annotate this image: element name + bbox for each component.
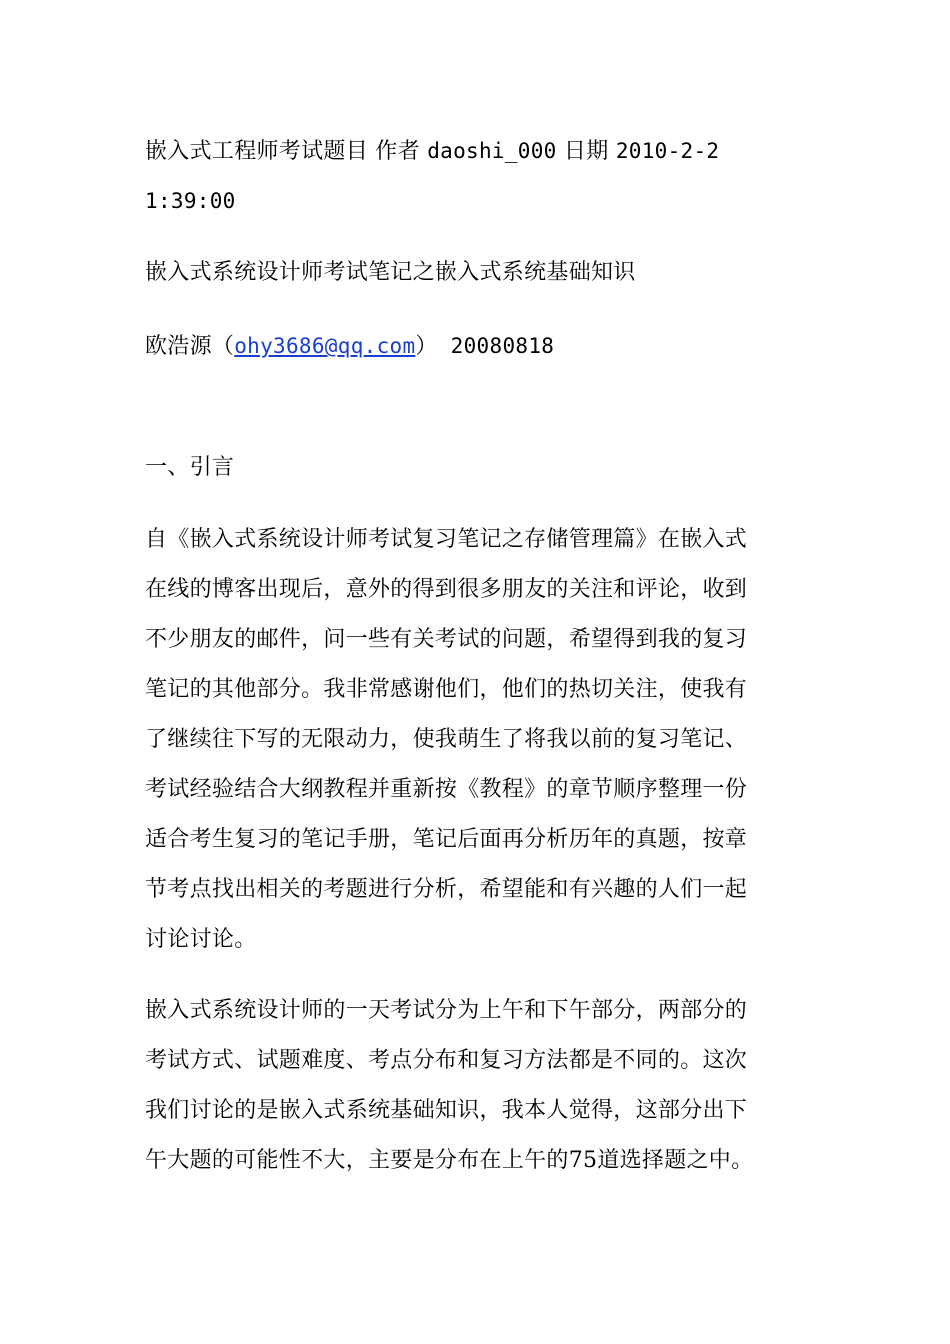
date-value: 2010-2-2 (615, 139, 720, 163)
paragraph-1-line: 考试经验结合大纲教程并重新按《教程》的章节顺序整理一份 (145, 777, 748, 802)
author-name: 欧浩源（ (145, 334, 235, 359)
author-date-value: 20080818 (450, 334, 555, 358)
paragraph-1-line: 适合考生复习的笔记手册，笔记后面再分析历年的真题，按章 (145, 827, 748, 852)
document-title-line-2: 1:39:00 (145, 189, 236, 213)
paragraph-2-line: 午大题的可能性不大，主要是分布在上午的75道选择题之中。 (145, 1148, 754, 1173)
paragraph-1-line: 节考点找出相关的考题进行分析，希望能和有兴趣的人们一起 (145, 877, 748, 902)
paragraph-2-line: 我们讨论的是嵌入式系统基础知识，我本人觉得，这部分出下 (145, 1098, 748, 1123)
date-label: 日期 (556, 139, 616, 164)
paragraph-1-line: 讨论讨论。 (145, 927, 257, 952)
paragraph-1-line: 自《嵌入式系统设计师考试复习笔记之存储管理篇》在嵌入式 (145, 527, 748, 552)
paragraph-1-line: 在线的博客出现后，意外的得到很多朋友的关注和评论，收到 (145, 577, 748, 602)
document-title-line-1 (145, 138, 805, 165)
document-subtitle: 嵌入式系统设计师考试笔记之嵌入式系统基础知识 (145, 260, 636, 285)
title-text: 嵌入式工程师考试题目 作者 (145, 139, 428, 164)
paragraph-2-line: 嵌入式系统设计师的一天考试分为上午和下午部分，两部分的 (145, 998, 748, 1023)
paragraph-1-line: 了继续往下写的无限动力，使我萌生了将我以前的复习笔记、 (145, 727, 748, 752)
paragraph-1-line: 不少朋友的邮件，问一些有关考试的问题，希望得到我的复习 (145, 627, 748, 652)
paragraph-1-line: 笔记的其他部分。我非常感谢他们，他们的热切关注，使我有 (145, 677, 748, 702)
paragraph-2-line: 考试方式、试题难度、考点分布和复习方法都是不同的。这次 (145, 1048, 748, 1073)
section-heading: 一、引言 (145, 455, 235, 480)
author-line (145, 333, 805, 360)
author-id: daoshi_000 (427, 139, 557, 163)
author-paren-close: ） (415, 334, 438, 359)
author-email-link[interactable]: ohy3686@qq.com (234, 334, 416, 358)
author-date (438, 334, 451, 358)
